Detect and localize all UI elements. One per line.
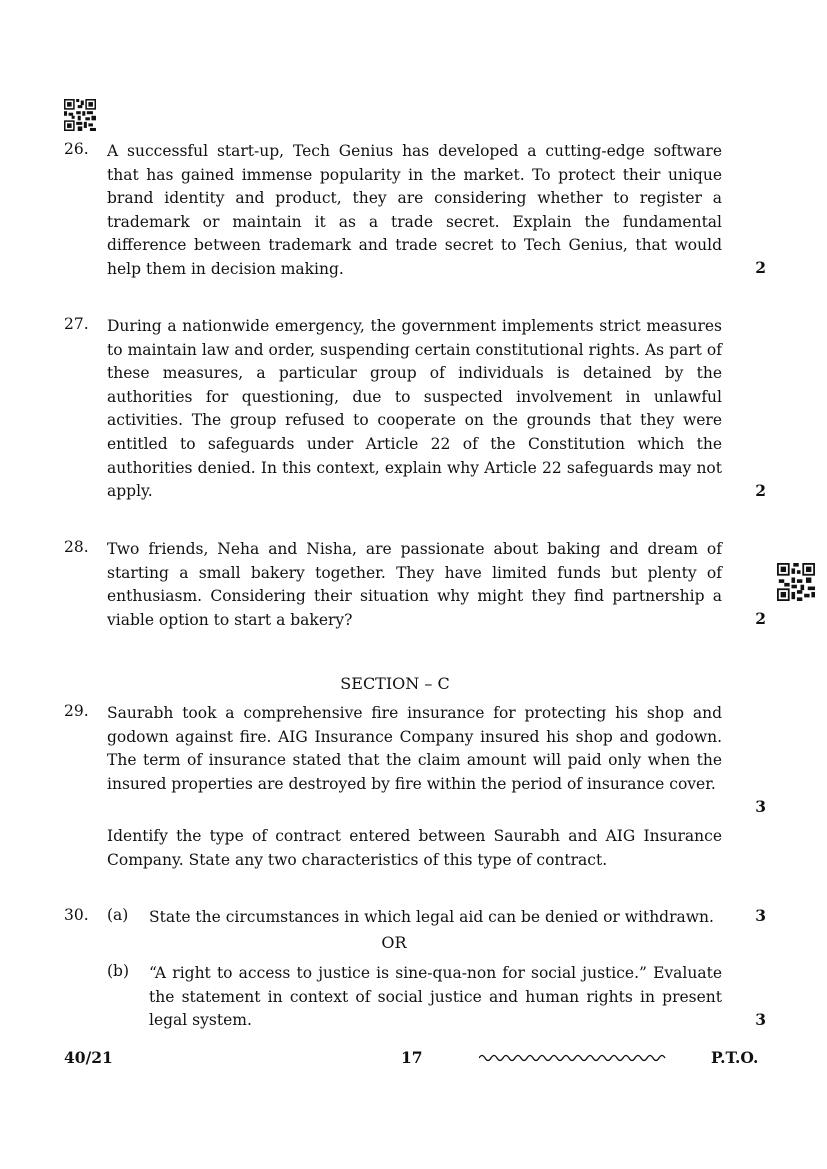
question-29-text-2: Identify the type of contract entered between Saurabh and AIG Insurance Company. State any two characteristics of this type of contract. bbox=[107, 827, 722, 869]
question-30b-text: “A right to access to justice is sine-qua-non for social justice.” Evaluate the statement in context of social justice and human rights in present legal system. bbox=[149, 964, 722, 1030]
or-divider: OR bbox=[381, 933, 407, 952]
question-27-text: During a nationwide emergency, the government implements strict measures to maintain law and order, suspending certain constitutional rights. As part of these measures, a particular group of individuals is detained by the authorities for questioning, due to suspected involvement in unlawful activities. The group refused to cooperate on the grounds that they were entitled to safeguards under Article 22 of the Constitution which the authorities denied. In this context, explain why Article 22 safeguards may not apply. bbox=[107, 317, 722, 501]
question-28-number: 28. bbox=[64, 538, 89, 556]
question-26-number: 26. bbox=[64, 140, 89, 158]
question-28-text: Two friends, Neha and Nisha, are passionate about baking and dream of starting a small bakery together. They have limited funds but plenty of enthusiasm. Considering their situation why might they find partnership a viable option to start a bakery? bbox=[107, 540, 722, 629]
question-30a-label: (a) bbox=[107, 906, 129, 924]
question-29-marks: 3 bbox=[755, 797, 766, 816]
question-30a-marks: 3 bbox=[755, 906, 766, 925]
paper-code: 40/21 bbox=[64, 1048, 113, 1067]
question-30b-marks: 3 bbox=[755, 1010, 766, 1029]
section-c-title: SECTION – C bbox=[340, 674, 450, 693]
question-29-text: Saurabh took a comprehensive fire insurance for protecting his shop and godown against fire. AIG Insurance Company insured his shop and godown. The term of insurance stated that the claim amount will paid only when the insured properties are destroyed by fire within the period of insurance cover. bbox=[107, 704, 722, 793]
question-30a-text: State the circumstances in which legal aid can be denied or withdrawn. bbox=[149, 908, 714, 926]
pto-label: P.T.O. bbox=[711, 1048, 759, 1067]
qr-code-icon bbox=[64, 99, 96, 131]
question-29-number: 29. bbox=[64, 702, 89, 720]
question-26-marks: 2 bbox=[755, 258, 766, 277]
wavy-line-decoration bbox=[479, 1053, 667, 1063]
question-28-marks: 2 bbox=[755, 609, 766, 628]
question-27-number: 27. bbox=[64, 315, 89, 333]
qr-code-icon bbox=[777, 563, 815, 601]
page-number: 17 bbox=[401, 1048, 423, 1067]
question-27-marks: 2 bbox=[755, 481, 766, 500]
question-30b-label: (b) bbox=[107, 962, 130, 980]
question-30-number: 30. bbox=[64, 906, 89, 924]
question-26-text: A successful start-up, Tech Genius has developed a cutting-edge software that has gained immense popularity in the market. To protect their unique brand identity and product, they are considering whether to register a trademark or maintain it as a trade secret. Explain the fundamental difference between trademark and trade secret to Tech Genius, that would help them in decision making. bbox=[107, 142, 722, 278]
